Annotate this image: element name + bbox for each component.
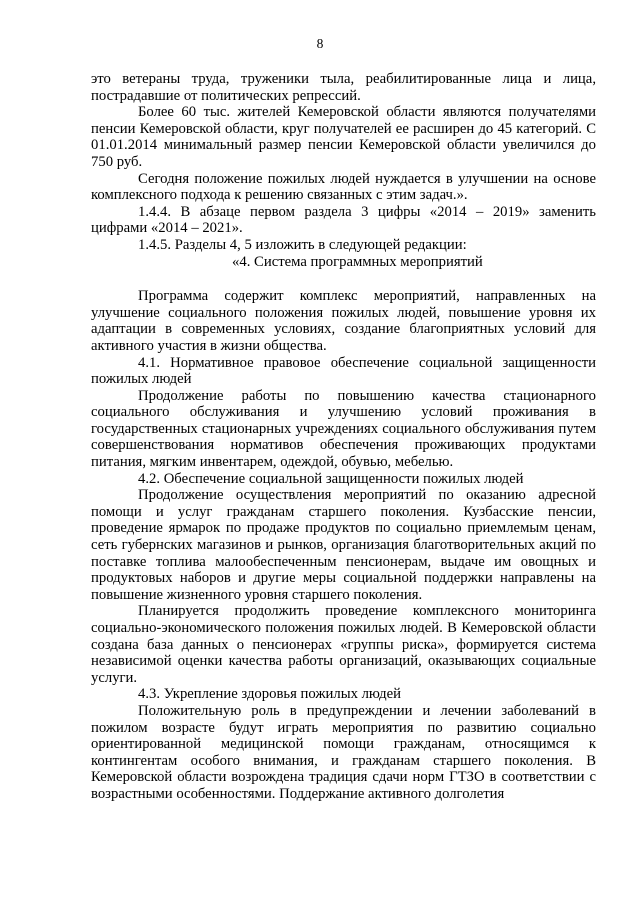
paragraph-program-overview: Программа содержит комплекс мероприятий, направленных на улучшение социального положения пожилых людей, повышение уровня их адаптации в современных условиях, создание благоприятных условий для активного участия в жизни общества. xyxy=(91,288,596,354)
paragraph-targeted-assistance: Продолжение осуществления мероприятий по оказанию адресной помощи и услуг гражданам старшего поколения. Кузбасские пенсии, проведение ярмарок по продаже продуктов по социально приемлемым ценам, сеть губернских магазинов и рынков, организация благотворительных акций по поставке топлива малообеспеченным пенсионерам, выдаче им овощных и продуктовых наборов и другие меры социальной поддержки направлены на повышение жизненного уровня старшего поколения. xyxy=(91,487,596,603)
paragraph-health: Положительную роль в предупреждении и лечении заболеваний в пожилом возрасте будут играть мероприятия по развитию социально ориентированной медицинской помощи гражданам, относящимся к контингентам особого внимания, и гражданам старшего поколения. В Кемеровской области возрождена традиция сдачи норм ГТЗО в соответствии с возрастными особенностями. Поддержание активного долголетия xyxy=(91,702,596,802)
page-number: 8 xyxy=(316,36,324,51)
paragraph-continuation: это ветераны труда, труженики тыла, реабилитированные лица и лица, пострадавшие от политических репрессий. xyxy=(91,71,596,104)
paragraph-stationary-service: Продолжение работы по повышению качества стационарного социального обслуживания и улучшению условий проживания в государственных стационарных учреждениях социального обслуживания путем совершенствования нормативов обеспечения проживающих продуктами питания, мягким инвентарем, одеждой, обувью, мебелью. xyxy=(91,387,596,471)
paragraph-amendment-1-4-4: 1.4.4. В абзаце первом раздела 3 цифры «2014 – 2019» заменить цифрами «2014 – 2021». xyxy=(91,203,596,237)
document-body xyxy=(91,71,596,803)
paragraph-elderly-situation: Сегодня положение пожилых людей нуждается в улучшении на основе комплексного подхода к решению связанных с этим задач.». xyxy=(91,170,596,204)
paragraph-monitoring: Планируется продолжить проведение комплексного мониторинга социально-экономического положения пожилых людей. В Кемеровской области создана база данных о пенсионерах «группы риска», формируется система независимой оценки качества работы организаций, оказывающих социальные услуги. xyxy=(91,603,596,686)
paragraph-amendment-1-4-5: 1.4.5. Разделы 4, 5 изложить в следующей редакции: xyxy=(138,236,467,253)
paragraph-pension-recipients: Более 60 тыс. жителей Кемеровской области являются получателями пенсии Кемеровской области, круг получателей ее расширен до 45 категорий. С 01.01.2014 минимальный размер пенсии Кемеровской области увеличился до 750 руб. xyxy=(91,104,596,170)
section-heading-4: «4. Система программных мероприятий xyxy=(232,253,483,270)
subsection-heading-4-2: 4.2. Обеспечение социальной защищенности пожилых людей xyxy=(138,470,524,487)
subsection-heading-4-1: 4.1. Нормативное правовое обеспечение социальной защищенности пожилых людей xyxy=(91,354,596,388)
subsection-heading-4-3: 4.3. Укрепление здоровья пожилых людей xyxy=(138,686,401,703)
